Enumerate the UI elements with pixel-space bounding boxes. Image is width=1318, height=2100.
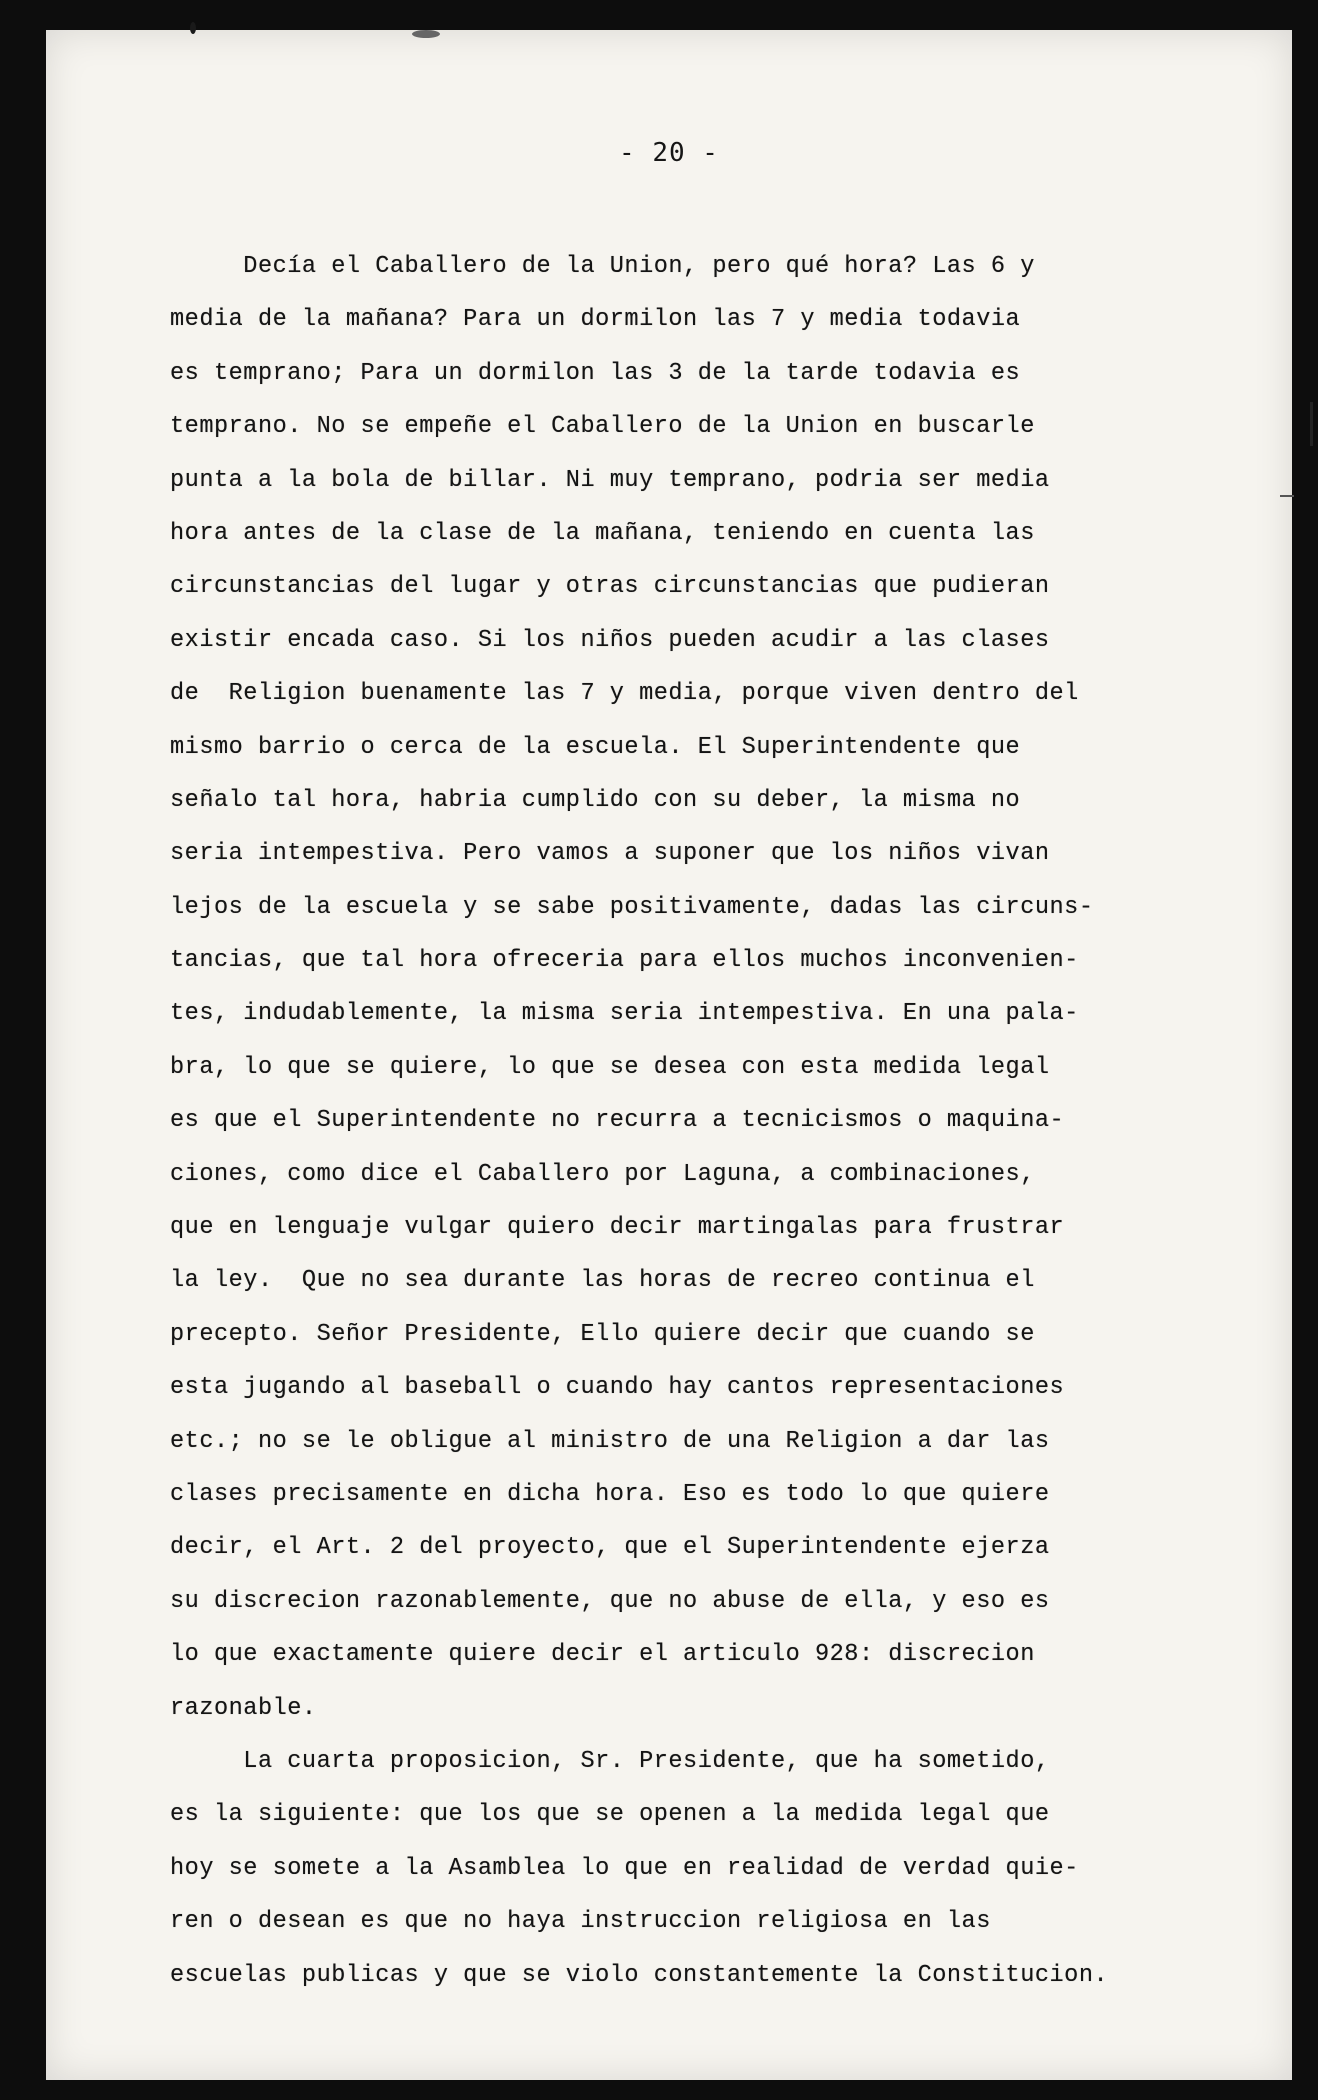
text-line: La cuarta proposicion, Sr. Presidente, que ha sometido, xyxy=(170,1747,1050,1775)
text-line: su discrecion razonablemente, que no abuse de ella, y eso es xyxy=(170,1587,1050,1615)
text-line: ren o desean es que no haya instruccion religiosa en las xyxy=(170,1908,991,1936)
text-line: lejos de la escuela y se sabe positivamente, dadas las circuns- xyxy=(170,893,1094,921)
margin-dash xyxy=(1280,495,1294,497)
page-number: - 20 - xyxy=(619,138,719,168)
text-line: razonable. xyxy=(170,1694,317,1722)
text-line: seria intempestiva. Pero vamos a suponer que los niños vivan xyxy=(170,840,1050,868)
text-line: existir encada caso. Si los niños pueden acudir a las clases xyxy=(170,626,1050,654)
text-line: temprano. No se empeñe el Caballero de la Union en buscarle xyxy=(170,413,1035,441)
text-line: esta jugando al baseball o cuando hay cantos representaciones xyxy=(170,1374,1065,1402)
margin-mark xyxy=(1310,402,1313,446)
scan-speck xyxy=(412,30,440,38)
text-line: es la siguiente: que los que se openen a la medida legal que xyxy=(170,1801,1050,1829)
text-line: la ley. Que no sea durante las horas de recreo continua el xyxy=(170,1267,1035,1295)
text-line: es temprano; Para un dormilon las 3 de la tarde todavia es xyxy=(170,359,1021,387)
text-line: señalo tal hora, habria cumplido con su deber, la misma no xyxy=(170,786,1021,814)
text-line: media de la mañana? Para un dormilon las 7 y media todavia xyxy=(170,306,1021,334)
text-line: tes, indudablemente, la misma seria intempestiva. En una pala- xyxy=(170,1000,1079,1028)
text-line: lo que exactamente quiere decir el articulo 928: discrecion xyxy=(170,1641,1035,1669)
text-line: etc.; no se le obligue al ministro de una Religion a dar las xyxy=(170,1427,1050,1455)
text-line: hora antes de la clase de la mañana, teniendo en cuenta las xyxy=(170,519,1035,547)
text-line: escuelas publicas y que se violo constantemente la Constitucion. xyxy=(170,1961,1109,1989)
scan-speck xyxy=(190,22,196,34)
text-line: mismo barrio o cerca de la escuela. El Superintendente que xyxy=(170,733,1021,761)
body-text xyxy=(170,240,1230,2002)
text-line: clases precisamente en dicha hora. Eso es todo lo que quiere xyxy=(170,1480,1050,1508)
text-line: hoy se somete a la Asamblea lo que en realidad de verdad quie- xyxy=(170,1854,1079,1882)
text-line: punta a la bola de billar. Ni muy temprano, podria ser media xyxy=(170,466,1050,494)
text-line: es que el Superintendente no recurra a tecnicismos o maquina- xyxy=(170,1107,1065,1135)
text-line: de Religion buenamente las 7 y media, porque viven dentro del xyxy=(170,680,1079,708)
text-line: tancias, que tal hora ofreceria para ellos muchos inconvenien- xyxy=(170,947,1079,975)
text-line: ciones, como dice el Caballero por Laguna, a combinaciones, xyxy=(170,1160,1035,1188)
text-line: circunstancias del lugar y otras circunstancias que pudieran xyxy=(170,573,1050,601)
text-line: decir, el Art. 2 del proyecto, que el Superintendente ejerza xyxy=(170,1534,1050,1562)
text-line: Decía el Caballero de la Union, pero qué hora? Las 6 y xyxy=(170,253,1035,280)
text-line: que en lenguaje vulgar quiero decir martingalas para frustrar xyxy=(170,1214,1065,1242)
text-line: precepto. Señor Presidente, Ello quiere decir que cuando se xyxy=(170,1320,1035,1348)
typewritten-page xyxy=(46,30,1292,2080)
text-line: bra, lo que se quiere, lo que se desea con esta medida legal xyxy=(170,1053,1050,1081)
